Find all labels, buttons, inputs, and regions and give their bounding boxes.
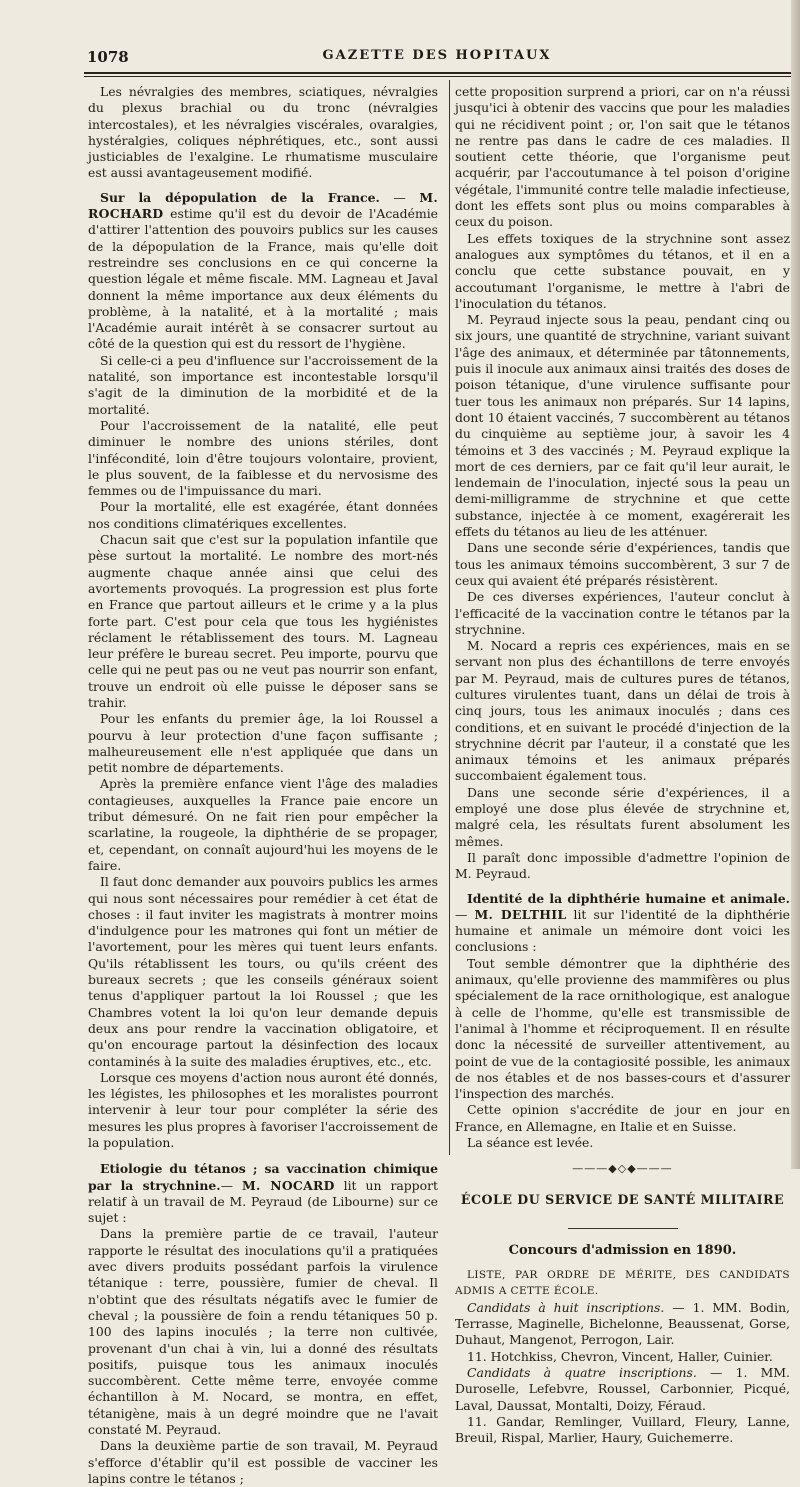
running-title: GAZETTE DES HOPITAUX [322, 48, 552, 63]
paragraph: Chacun sait que c'est sur la population infantile que pèse surtout la mortalité. Le nombre des mort-nés augmente chaque année ainsi que celui des avortements provoqués. La progression est plus forte en France que partout ailleurs et le crime y a la plus forte part. C'est pour cela que tous les hygiénistes réclament le rétablissement des tours. M. Lagneau leur préfère le bureau secret. Peu importe, pourvu que celle qui ne peut pas ou ne veut pas nourrir son enfant, trouve un endroit où elle puisse le déposer sans se trahir. [88, 532, 438, 710]
author-name: M. ROCHARD [88, 189, 438, 222]
paragraph: Lorsque ces moyens d'action nous auront été donnés, les légistes, les philosophes et les moralistes pourront intervenir à leur tour pour compléter la série des mesures les plus propres à favoriser l'accroissement de la population. [88, 1069, 439, 1150]
paragraph: Si celle-ci a peu d'influence sur l'accroissement de la natalité, son importance est incontestable lorsqu'il s'agit de la diminution de la morbidité et de la mortalité. [88, 352, 438, 417]
author-name: M. NOCARD [241, 1177, 335, 1193]
section-title: Identité de la diphthérie humaine et animale. [467, 890, 790, 906]
left-column [88, 84, 438, 1487]
short-rule [568, 1228, 678, 1229]
paragraph: Les effets toxiques de la strychnine sont assez analogues aux symptômes du tétanos, et il en a conclu que cette substance pouvait, en y accoutumant l'organisme, le mettre à l'abri de l'inoculation du tétanos. [455, 230, 790, 311]
page-header [82, 46, 792, 68]
dash: — [379, 189, 420, 205]
section-delthil [455, 891, 790, 956]
section-nocard [88, 1161, 438, 1226]
paragraph: Cette opinion s'accrédite de jour en jour en France, en Allemagne, en Italie et en Suisse. [455, 1102, 790, 1134]
section-intro: lit sur l'identité de la diphthérie humaine et animale un mémoire dont voici les conclusions : [455, 906, 791, 955]
concours-title: Concours d'admission en 1890. [508, 1242, 737, 1258]
candidate-names: — 1. MM. Bodin, Terrasse, Maginelle, Bichelonne, Beaussenat, Gorse, Duhaut, Mangenot, Perrogon, Lair. [455, 1299, 790, 1348]
section-rochard [88, 190, 438, 353]
section-title: Sur la dépopulation de la France. [100, 189, 380, 205]
section-intro: lit un rapport relatif à un travail de M. Peyraud (de Libourne) sur ce sujet : [88, 1177, 438, 1226]
paragraph: M. Nocard a repris ces expériences, mais en se servant non plus des échantillons de terre envoyés par M. Peyraud, mais de cultures pures de tétanos, cultures virulentes tuant, dans un délai de trois à cinq jours, tous les animaux inoculés ; dans ces conditions, et en suivant le procédé d'injection de la strychnine décrit par l'auteur, il a constaté que les animaux témoins et les animaux préparés succombaient également tous. [455, 638, 790, 784]
paragraph: La séance est levée. [467, 1135, 594, 1150]
paragraph: Il paraît donc impossible d'admettre l'opinion de M. Peyraud. [455, 849, 790, 882]
paragraph: Après la première enfance vient l'âge des maladies contagieuses, auxquelles la France paie encore un tribut démesuré. On ne fait rien pour empêcher la scarlatine, la rougeole, la diphthérie de se propager, et, cependant, on connaît aujourd'hui les moyens de le faire. [88, 776, 438, 873]
author-name: M. DELTHIL [474, 906, 567, 922]
paragraph: Tout semble démontrer que la diphthérie des animaux, qu'elle provienne des mammifères ou plus spécialement de la race ornithologique, est analogue à celle de l'homme, qu'elle est transmissible de l'animal à l'homme et réciproquement. Il en résulte donc la nécessité de surveiller attentivement, au point de vue de la contagiosité possible, les animaux de nos étables et de nos basses-cours et d'assurer l'inspection des marchés. [455, 955, 790, 1102]
paragraph: Pour l'accroissement de la natalité, elle peut diminuer le nombre des unions stériles, dont l'infécondité, loin d'être toujours volontaire, provient, le plus souvent, de la faiblesse et du nervosisme des femmes ou de l'impuissance du mari. [88, 417, 438, 499]
paragraph: Les névralgies des membres, sciatiques, névralgies du plexus brachial ou du tronc (névralgies intercostales), et les névralgies viscérales, ovaralgies, hystéralgies, coliques néphrétiques, etc., sont aussi justiciables de l'exalgine. Le rhumatisme musculaire est aussi avantageusement modifié. [88, 84, 438, 181]
list-heading: LISTE, PAR ORDRE DE MÉRITE, DES CANDIDATS ADMIS A CETTE ÉCOLE. [455, 1269, 790, 1298]
section-intro: estime qu'il est du devoir de l'Académie d'attirer l'attention des pouvoirs publics sur les causes de la dépopulation de la France, mais qu'elle doit restreindre ses conclusions en ce qui concerne la question légale et même fiscale. MM. Lagneau et Javal donnent la même importance aux deux éléments du problème, à la natalité, et à la mortalité ; mais l'Académie aurait intérêt à se consacrer surtout au côté de la question qui est du ressort de l'hygiène. [88, 206, 438, 352]
section-title: Etiologie du tétanos ; sa vaccination chimique par la strychnine. [88, 1161, 438, 1193]
paragraph: Dans une seconde série d'expériences, tandis que tous les animaux témoins succombèrent, 3 sur 7 de ceux qui avaient été préparés résistèrent. [455, 540, 790, 588]
header-rule-thin [84, 76, 792, 77]
candidate-group-label: Candidats à huit inscriptions. [467, 1299, 665, 1315]
candidate-group-label: Candidats à quatre inscriptions. [467, 1364, 697, 1380]
page-edge-shadow [791, 0, 800, 1169]
candidate-list [455, 1300, 790, 1349]
paragraph: Pour la mortalité, elle est exagérée, étant données nos conditions climatériques excellentes. [88, 499, 438, 531]
paragraph: Dans la deuxième partie de son travail, M. Peyraud s'efforce d'établir qu'il est possible de vacciner les lapins contre le tétanos ; [88, 1438, 438, 1486]
candidate-names: 11. Hotchkiss, Chevron, Vincent, Haller, Cuinier. [467, 1348, 773, 1364]
dash: — [455, 906, 475, 922]
paragraph: Pour les enfants du premier âge, la loi Roussel a pourvu à leur protection d'une façon suffisante ; malheureusement elle n'est appliquée que dans un petit nombre de départements. [88, 711, 438, 776]
header-rule-thick [84, 72, 792, 74]
column-divider [449, 80, 450, 1155]
paragraph: Il faut donc demander aux pouvoirs publics les armes qui nous sont nécessaires pour remédier à cet état de choses : il faut inviter les magistrats à montrer moins d'indulgence pour les matrones qui font un métier de l'avortement, pour les mères qui tuent leurs enfants. Qu'ils rétablissent les tours, ou qu'ils créent des bureaux secrets ; que les conseils généraux soient tenus d'appliquer partout la loi Roussel ; que les Chambres votent la loi qu'on leur demande depuis deux ans pour rendre la vaccination obligatoire, et qu'on encourage partout la désinfection des locaux contaminés à la suite des maladies éruptives, etc., etc. [88, 874, 438, 1069]
candidate-names: 11. Gandar, Remlinger, Vuillard, Fleury, Lanne, Breuil, Rispal, Marlier, Haury, Guichemerre. [455, 1413, 790, 1446]
candidate-names: — 1. MM. Duroselle, Lefebvre, Roussel, Carbonnier, Picqué, Laval, Daussat, Montalti, Doizy, Féraud. [455, 1364, 790, 1413]
ornament-divider: ———◆◇◆——— [572, 1162, 673, 1176]
right-column [455, 84, 790, 1446]
paragraph: cette proposition surprend a priori, car on n'a réussi jusqu'ici à obtenir des vaccins que pour les maladies qui ne récidivent point ; or, l'on sait que le tétanos ne rentre pas dans le cadre de ces maladies. Il soutient cette théorie, que l'organisme peut acquérir, par l'accoutumance à tel poison d'origine végétale, l'immunité contre telle maladie infectieuse, dont les effets sont plus ou moins comparables à ceux du poison. [455, 84, 790, 230]
paragraph: Dans la première partie de ce travail, l'auteur rapporte le résultat des inoculations qu'il a pratiquées avec divers produits possédant parfois la virulence tétanique : terre, poussière, fumier de cheval. Il n'obtint que des résultats négatifs avec le fumier de cheval ; la poussière de foin a rendu tétaniques 50 p. 100 des lapins inoculés ; la terre non cultivée, provenant d'un chai à vin, lui a donné des résultats positifs, puisque tous les animaux inoculés succombèrent. Cette même terre, envoyée comme échantillon à M. Nocard, se montra, en effet, tétanigène, mais à un degré moindre que ne l'avait constaté M. Peyraud. [88, 1226, 438, 1438]
dash: — [220, 1177, 242, 1193]
paragraph: Dans une seconde série d'expériences, il a employé une dose plus élevée de strychnine et, malgré cela, les résultats furent absolument les mêmes. [455, 784, 790, 849]
candidate-list [455, 1365, 790, 1414]
page-number: 1078 [87, 48, 129, 66]
paragraph: M. Peyraud injecte sous la peau, pendant cinq ou six jours, une quantité de strychnine, variant suivant l'âge des animaux, et déterminée par tâtonnements, puis il inocule aux animaux ainsi traités des doses de poison tétanique, d'une virulence suffisante pour tuer tous les animaux non préparés. Sur 14 lapins, dont 10 étaient vaccinés, 7 succombèrent au tétanos du cinquième au septième jour, à savoir les 4 témoins et 3 des vaccinés ; M. Peyraud explique la mort de ces derniers, par ce fait qu'il leur aurait, le lendemain de l'inoculation, injecté sous la peau un demi-milligramme de strychnine et que cette substance, injectée à ce moment, exagérerait les effets du tétanos au lieu de les atténuer. [455, 312, 790, 540]
paragraph: De ces diverses expériences, l'auteur conclut à l'efficacité de la vaccination contre le tétanos par la strychnine. [455, 589, 790, 637]
school-title: ÉCOLE DU SERVICE DE SANTÉ MILITAIRE [460, 1191, 785, 1207]
